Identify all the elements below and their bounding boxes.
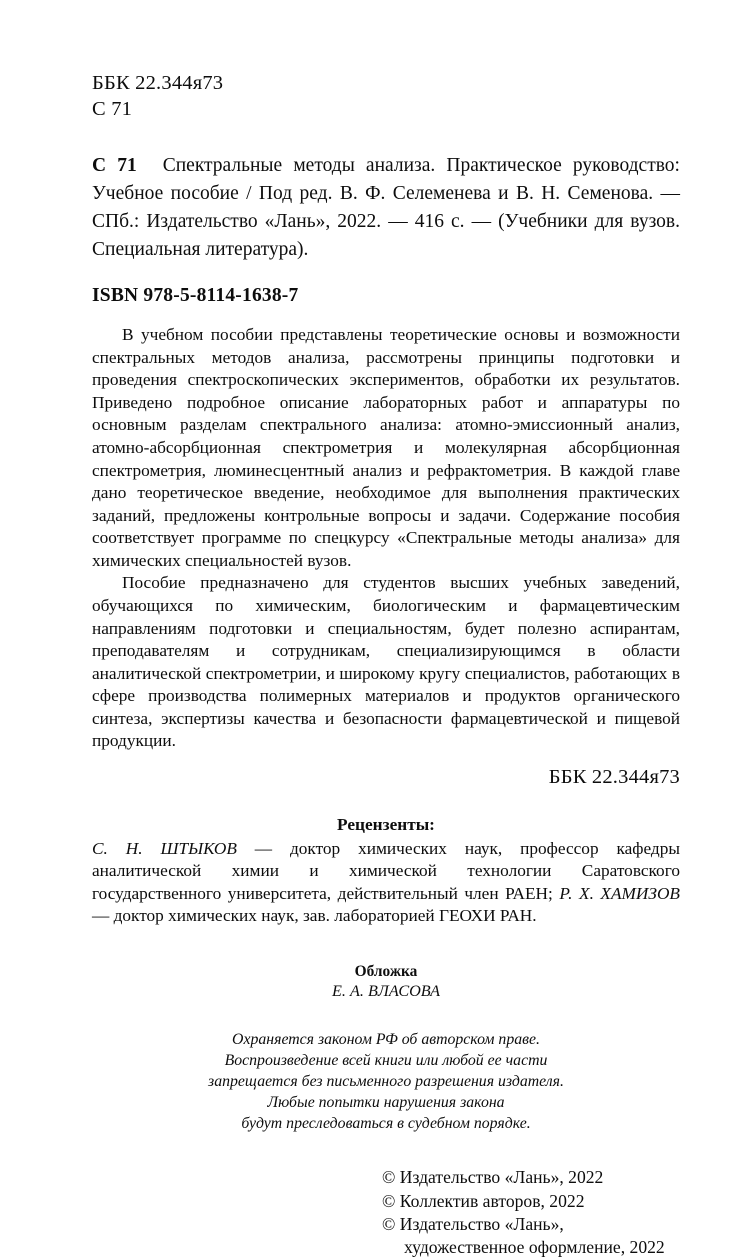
author-mark: С 71 (92, 98, 133, 121)
copyright-line-1: © Издательство «Лань», 2022 (382, 1167, 604, 1188)
reviewers-body (92, 838, 680, 927)
legal-notice (92, 1029, 680, 1134)
cover-credit (92, 963, 680, 1001)
annotation-paragraph-1: В учебном пособии представлены теоретические основы и возможности спектральных методов анализа, рассмотрены принципы подготовки и проведения спектроскопических экспериментов, обработки их результатов. Приведено подробное описание лабораторных работ и аппаратуры по основным разделам спектрального анализа: атомно-эмиссионный анализ, атомно-абсорбционная спектрометрия и молекулярная абсорбционная спектрометрия, люминесцентный анализ и рефрактометрия. В каждой главе дано теоретическое введение, необходимое для выполнения практических заданий, предложены контрольные вопросы и задачи. Содержание пособия соответствует программе по спецкурсу «Спектральные методы анализа» для химических специальностей вузов. (92, 325, 680, 570)
cover-designer-name: Е. А. ВЛАСОВА (332, 982, 440, 1001)
classification-codes (92, 70, 680, 122)
reviewer-1-description: — доктор химических наук, профессор кафедры аналитической химии и химической технологии Саратовского государственного университета, действительный член РАЕН; (92, 838, 680, 903)
reviewer-2-name: Р. Х. ХАМИЗОВ (552, 883, 680, 903)
legal-line-5: будут преследоваться в судебном порядке. (241, 1115, 531, 1133)
legal-line-4: Любые попытки нарушения закона (267, 1094, 505, 1112)
isbn: ISBN 978-5-8114-1638-7 (92, 285, 299, 307)
page-content (92, 70, 680, 1260)
biblio-sigla: С 71 (92, 155, 137, 177)
legal-line-1: Охраняется законом РФ об авторском праве. (232, 1031, 540, 1049)
legal-line-2: Воспроизведение всей книги или любой ее части (224, 1052, 548, 1070)
copyright-line-3: © Издательство «Лань», (382, 1213, 564, 1234)
bbk-code-repeat: ББК 22.344я73 (548, 765, 680, 788)
biblio-text: Спектральные методы анализа. Практическое руководство: Учебное пособие / Под ред. В. Ф. Селеменева и В. Н. Семенова. — СПб.: Издательство «Лань», 2022. — 416 с. — (Учебники для вузов. Специальная литература). (92, 155, 680, 260)
reviewer-1-name: С. Н. ШТЫКОВ (92, 838, 237, 858)
bibliographic-description (92, 152, 680, 263)
copyright-line-2: © Коллектив авторов, 2022 (382, 1190, 585, 1211)
legal-line-3: запрещается без письменного разрешения издателя. (208, 1073, 564, 1091)
cover-role-label: Обложка (354, 963, 418, 981)
copyright-line-3-continuation: художественное оформление, 2022 (404, 1237, 665, 1258)
annotation-paragraph-2: Пособие предназначено для студентов высших учебных заведений, обучающихся по химическим, биологическим и фармацевтическим направлениям подготовки и специальностям, будет полезно аспирантам, преподавателям и сотрудникам, специализирующимся в области аналитической спектрометрии, и широкому кругу специалистов, работающих в сфере производства полимерных материалов и продуктов органического синтеза, экспертизы качества и безопасности фармацевтической и пищевой продукции. (92, 573, 680, 751)
bbk-code: ББК 22.344я73 (92, 72, 224, 94)
annotation (92, 324, 680, 753)
copyright-block (92, 1166, 680, 1260)
reviewer-2-description: — доктор химических наук, зав. лабораторией ГЕОХИ РАН. (92, 905, 537, 925)
reviewers-title: Рецензенты: (337, 814, 435, 834)
